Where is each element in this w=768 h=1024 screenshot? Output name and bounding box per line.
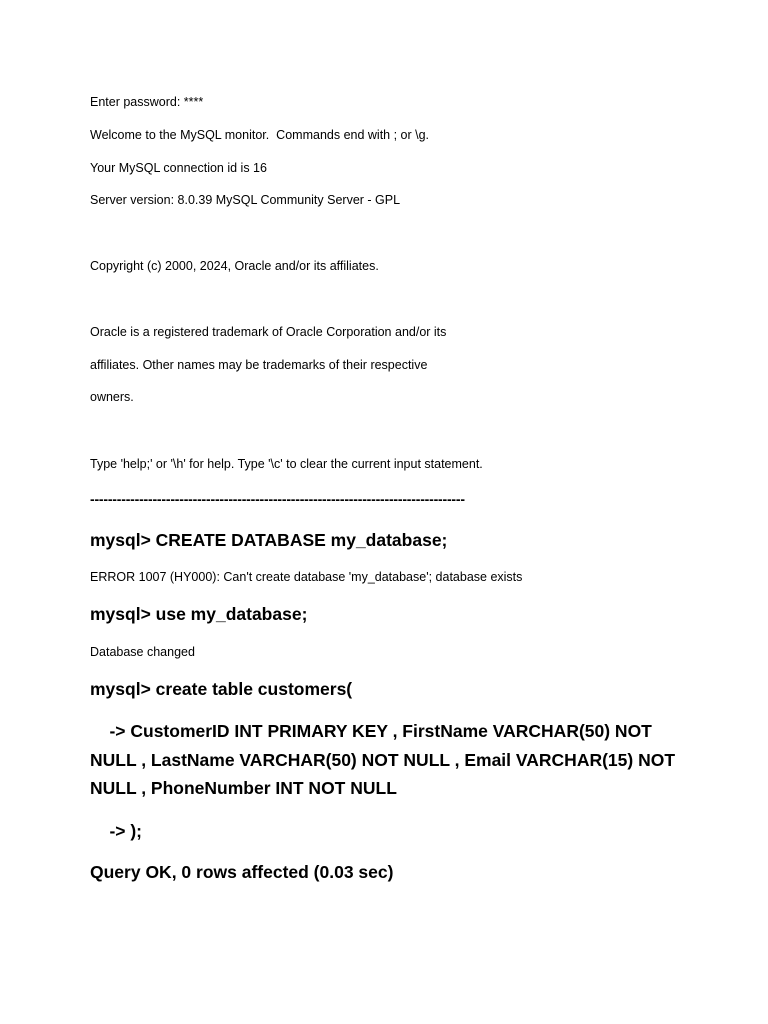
create-database-command: mysql> CREATE DATABASE my_database; [90, 530, 448, 550]
welcome-line: Welcome to the MySQL monitor. Commands end with ; or \g. [90, 128, 430, 142]
table-columns-command: -> CustomerID INT PRIMARY KEY , FirstName VARCHAR(50) NOT NULL , LastName VARCHAR(50) NOT NULL , Email VARCHAR(15) NOT NULL , PhoneNumber INT NOT NULL [90, 721, 680, 798]
table-close-command: -> ); [90, 821, 143, 841]
trademark-line-2: affiliates. Other names may be trademarks of their respective [90, 358, 428, 372]
password-prompt-line: Enter password: **** [90, 95, 204, 109]
copyright-line: Copyright (c) 2000, 2024, Oracle and/or its affiliates. [90, 259, 379, 273]
connection-id-line: Your MySQL connection id is 16 [90, 161, 267, 175]
separator-line: ------------------------------------------------------------------------------------ [90, 491, 465, 507]
trademark-line-3: owners. [90, 390, 134, 404]
database-changed-line: Database changed [90, 645, 195, 659]
use-database-command: mysql> use my_database; [90, 604, 308, 624]
trademark-line-1: Oracle is a registered trademark of Oracle Corporation and/or its [90, 325, 447, 339]
create-database-error: ERROR 1007 (HY000): Can't create database 'my_database'; database exists [90, 570, 523, 584]
help-line: Type 'help;' or '\h' for help. Type '\c' to clear the current input statement. [90, 457, 483, 471]
create-table-command: mysql> create table customers( [90, 679, 353, 699]
server-version-line: Server version: 8.0.39 MySQL Community Server - GPL [90, 193, 401, 207]
query-ok-line: Query OK, 0 rows affected (0.03 sec) [90, 862, 394, 882]
